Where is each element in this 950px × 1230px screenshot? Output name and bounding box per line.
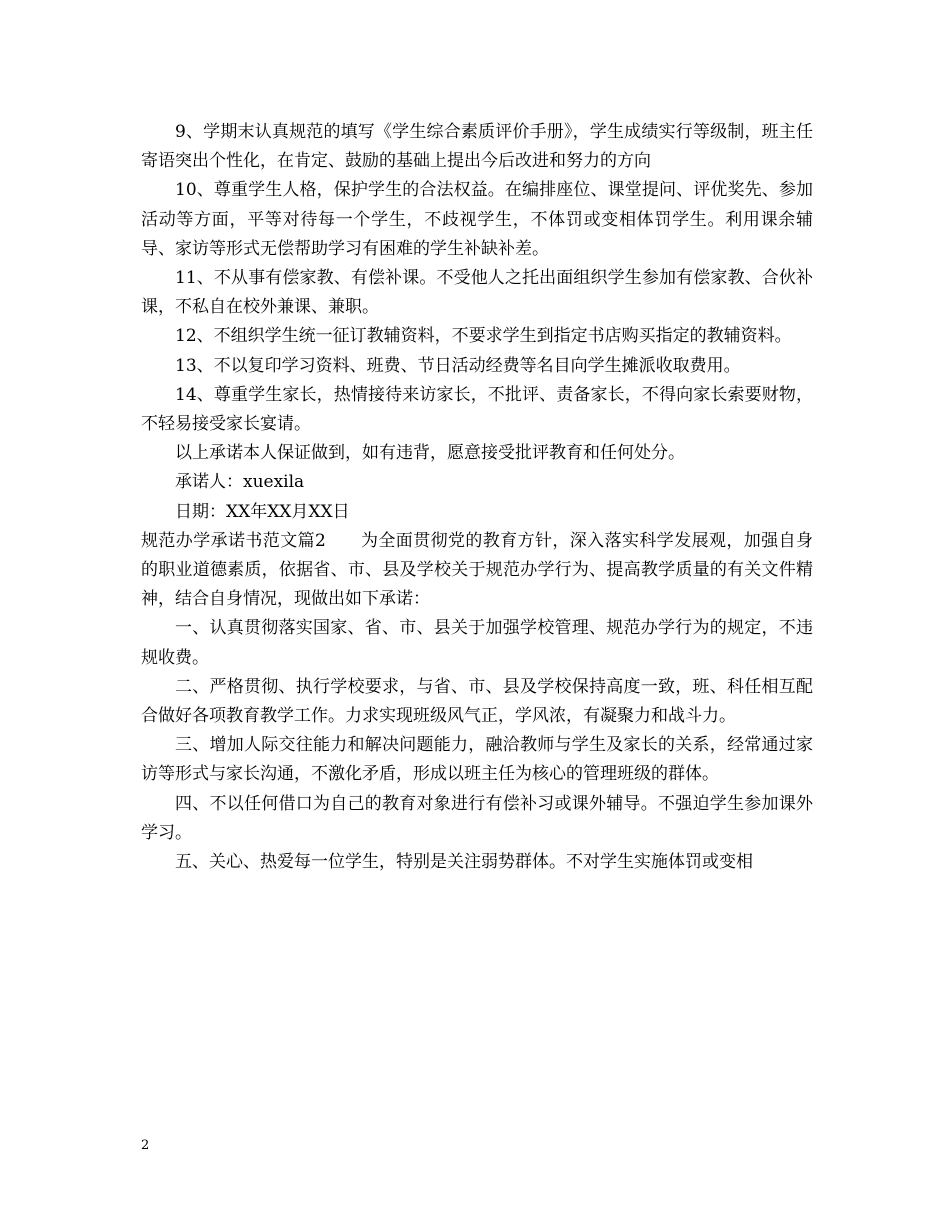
sample-2-intro: 规范办学承诺书范文篇2 为全面贯彻党的教育方针，深入落实科学发展观，加强自身的职业道德素质，依据省、市、县及学校关于规范办学行为、提高教学质量的有关文件精神，结合自身情况，现做出如下承诺： [141,530,813,610]
commitment-item-4: 四、不以任何借口为自己的教育对象进行有偿补习或课外辅导。不强迫学生参加课外学习。 [141,793,813,843]
commitment-item-5: 五、关心、热爱每一位学生，特别是关注弱势群体。不对学生实施体罚或变相 [175,852,753,873]
pledge-statement: 以上承诺本人保证做到，如有违背，愿意接受批评教育和任何处分。 [175,443,685,464]
paragraph-item-14: 14、尊重学生家长，热情接待来访家长，不批评、责备家长，不得向家长索要财物，不轻易接受家长宴请。 [141,384,813,435]
page-number: 2 [141,1138,150,1153]
paragraph-item-10: 10、尊重学生人格，保护学生的合法权益。在编排座位、课堂提问、评优奖先、参加活动等方面，平等对待每一个学生，不歧视学生，不体罚或变相体罚学生。利用课余辅导、家访等形式无偿帮助学习有困难的学生补缺补差。 [141,180,813,259]
document-body [141,118,813,877]
commitment-item-1: 一、认真贯彻落实国家、省、市、县关于加强学校管理、规范办学行为的规定，不违规收费。 [141,618,813,668]
commitment-item-3: 三、增加人际交往能力和解决问题能力，融洽教师与学生及家长的关系，经常通过家访等形式与家长沟通，不激化矛盾，形成以班主任为核心的管理班级的群体。 [141,735,813,785]
commitment-item-2: 二、严格贯彻、执行学校要求，与省、市、县及学校保持高度一致，班、科任相互配合做好各项教育教学工作。力求实现班级风气正，学风浓，有凝聚力和战斗力。 [141,676,813,727]
date-line: 日期：XX年XX月XX日 [175,501,350,522]
pledger-line: 承诺人：xuexila [175,472,305,493]
paragraph-item-11: 11、不从事有偿家教、有偿补课。不受他人之托出面组织学生参加有偿家教、合伙补课，不私自在校外兼课、兼职。 [141,268,813,318]
paragraph-item-13: 13、不以复印学习资料、班费、节日活动经费等名目向学生摊派收取费用。 [175,355,741,376]
paragraph-item-9: 9、学期末认真规范的填写《学生综合素质评价手册》，学生成绩实行等级制，班主任寄语突出个性化，在肯定、鼓励的基础上提出今后改进和努力的方向 [141,122,813,172]
paragraph-item-12: 12、不组织学生统一征订教辅资料，不要求学生到指定书店购买指定的教辅资料。 [175,326,792,347]
